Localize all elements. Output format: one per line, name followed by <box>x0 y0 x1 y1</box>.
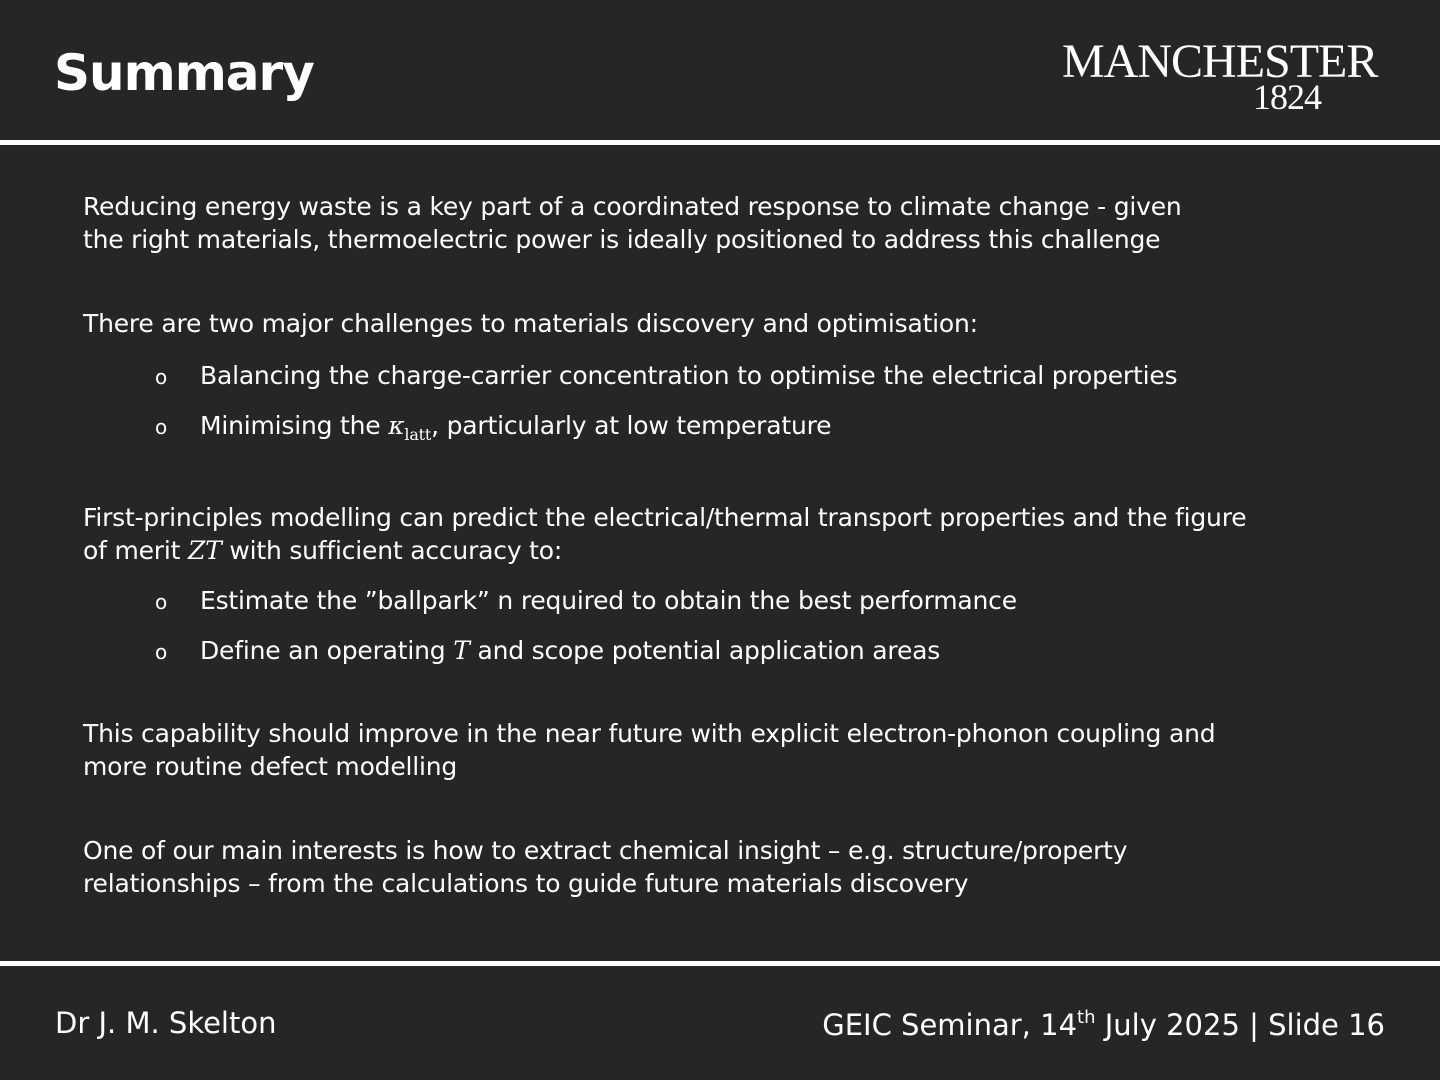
bullet-marker: o <box>155 640 168 664</box>
paragraph-line: with sufficient accuracy to: <box>221 536 563 565</box>
paragraph-line: more routine defect modelling <box>83 752 458 781</box>
paragraph-line: This capability should improve in the near future with explicit electron-phonon coupling and <box>83 719 1216 748</box>
header-divider <box>0 140 1440 145</box>
paragraph-line: Reducing energy waste is a key part of a coordinated response to climate change - given <box>83 192 1182 221</box>
capabilities-list <box>83 584 1373 667</box>
list-item-text: , particularly at low temperature <box>431 411 832 440</box>
paragraph-line: One of our main interests is how to extract chemical insight – e.g. structure/property <box>83 836 1128 865</box>
footer-event-superscript: th <box>1077 1007 1096 1028</box>
footer-event <box>822 1006 1385 1044</box>
bullet-marker: o <box>155 415 168 439</box>
paragraph-line: First-principles modelling can predict the electrical/thermal transport properties and the figure <box>83 503 1247 532</box>
bullet-marker: o <box>155 590 168 614</box>
paragraph-challenges: There are two major challenges to materials discovery and optimisation: <box>83 309 978 338</box>
logo-year: 1824 <box>1253 77 1321 117</box>
list-item <box>83 409 1373 451</box>
paragraph-capability <box>83 717 1373 783</box>
paragraph-line: of merit <box>83 536 188 565</box>
list-item <box>83 634 1373 667</box>
bullet-marker: o <box>155 365 168 389</box>
paragraph-first-principles <box>83 501 1373 567</box>
list-item-text: Minimising the <box>200 411 389 440</box>
footer-event-text: GEIC Seminar, 14 <box>822 1008 1078 1042</box>
university-logo <box>1062 35 1402 118</box>
kappa-symbol: $\kappa_{latt}$ <box>388 411 432 444</box>
list-item-text: and scope potential application areas <box>469 636 941 665</box>
footer-author: Dr J. M. Skelton <box>55 1006 277 1040</box>
slide-body <box>83 190 1373 900</box>
footer-divider <box>0 961 1440 966</box>
challenges-list <box>83 359 1373 451</box>
slide-title: Summary <box>54 44 314 102</box>
logo-wordmark: MANCHESTER <box>1062 35 1378 88</box>
list-item-text: Balancing the charge-carrier concentration to optimise the electrical properties <box>200 361 1178 390</box>
paragraph-line: the right materials, thermoelectric power is ideally positioned to address this challenge <box>83 225 1161 254</box>
list-item <box>83 584 1373 617</box>
zt-symbol: ZT <box>187 536 222 565</box>
list-item-text: Estimate the ”ballpark” n required to obtain the best performance <box>200 586 1017 615</box>
temperature-symbol: T <box>453 636 470 665</box>
footer-event-text: July 2025 | Slide 16 <box>1095 1008 1385 1042</box>
paragraph-interests <box>83 834 1373 900</box>
list-item-text: Define an operating <box>200 636 454 665</box>
paragraph-energy-waste <box>83 190 1373 256</box>
kappa-subscript: latt <box>404 425 432 444</box>
paragraph-line: relationships – from the calculations to guide future materials discovery <box>83 869 969 898</box>
list-item <box>83 359 1373 392</box>
